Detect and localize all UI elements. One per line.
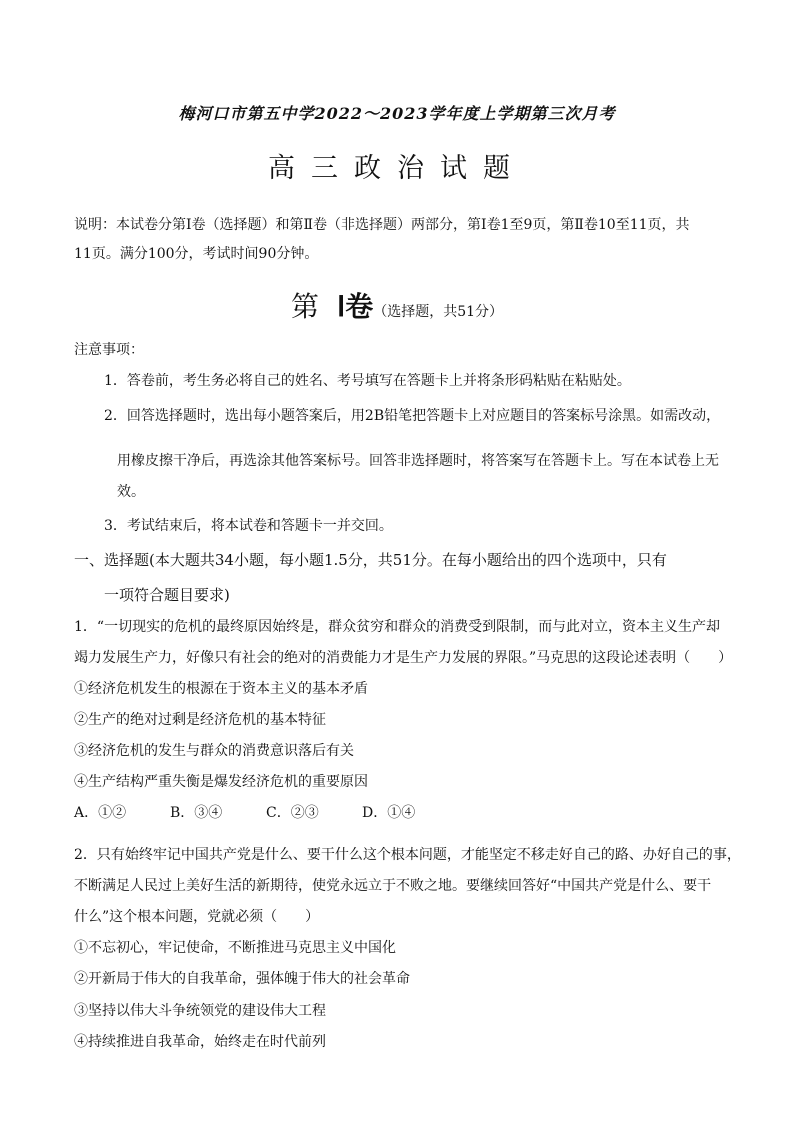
q2-statement-3: ③坚持以伟大斗争统领党的建设伟大工程 bbox=[74, 1003, 326, 1019]
q1-statement-4: ④生产结构严重失衡是爆发经济危机的重要原因 bbox=[74, 774, 368, 790]
q1-options bbox=[74, 803, 458, 823]
section-heading-line-1: 一、选择题(本大题共34小题，每小题1.5分，共51分。在每小题给出的四个选项中，只有 bbox=[74, 551, 667, 569]
q2-stem-line-3: 什么”这个根本问题，党就必须（ ） bbox=[74, 909, 320, 925]
q1-stem-line-2: 竭力发展生产力，好像只有社会的绝对的消费能力才是生产力发展的界限。”马克思的这段论述表明（ ） bbox=[74, 650, 733, 666]
q2-statement-2: ②开新局于伟大的自我革命，强体魄于伟大的社会革命 bbox=[74, 971, 410, 987]
section-heading-line-2: 一项符合题目要求) bbox=[104, 586, 230, 604]
q2-stem-line-2: 不断满足人民过上美好生活的新期待，使党永远立于不败之地。要继续回答好“中国共产党是什么、要干 bbox=[74, 878, 712, 894]
q1-statement-1: ①经济危机发生的根源在于资本主义的基本矛盾 bbox=[74, 681, 368, 697]
intro-line-1: 说明：本试卷分第Ⅰ卷（选择题）和第Ⅱ卷（非选择题）两部分，第Ⅰ卷1至9页，第Ⅱ卷10至11页，共 bbox=[74, 217, 690, 233]
note-item-1: 1．答卷前，考生务必将自己的姓名、考号填写在答题卡上并将条形码粘贴在粘贴处。 bbox=[104, 373, 631, 389]
q1-option-c[interactable]: C．②③ bbox=[266, 805, 319, 821]
volume-subtitle: （选择题，共51分） bbox=[373, 304, 504, 320]
q1-option-d[interactable]: D．①④ bbox=[362, 805, 416, 821]
q1-option-b[interactable]: B．③④ bbox=[170, 805, 223, 821]
q1-stem-line-1: 1．“一切现实的危机的最终原因始终是，群众贫穷和群众的消费受到限制，而与此对立，资本主义生产却 bbox=[74, 619, 721, 635]
volume-heading bbox=[0, 285, 794, 325]
q1-statement-3: ③经济危机的发生与群众的消费意识落后有关 bbox=[74, 743, 354, 759]
intro-line-2: 11页。满分100分，考试时间90分钟。 bbox=[74, 246, 319, 262]
q2-statement-1: ①不忘初心，牢记使命，不断推进马克思主义中国化 bbox=[74, 940, 396, 956]
volume-label: 第 bbox=[290, 290, 319, 323]
notes-heading: 注意事项： bbox=[74, 342, 144, 358]
note-item-2c: 效。 bbox=[117, 484, 145, 500]
q1-option-a[interactable]: A．①② bbox=[74, 805, 127, 821]
q2-statement-4: ④持续推进自我革命，始终走在时代前列 bbox=[74, 1034, 326, 1050]
q1-statement-2: ②生产的绝对过剩是经济危机的基本特征 bbox=[74, 712, 326, 728]
school-exam-heading: 梅河口市第五中学2022～2023学年度上学期第三次月考 bbox=[178, 104, 616, 123]
note-item-2a: 2．回答选择题时，选出每小题答案后，用2B铅笔把答题卡上对应题目的答案标号涂黑。如需改动， bbox=[104, 408, 721, 424]
q2-stem-line-1: 2．只有始终牢记中国共产党是什么、要干什么这个根本问题，才能坚定不移走好自己的路、办好自己的事， bbox=[74, 847, 741, 863]
volume-roman: Ⅰ卷 bbox=[336, 292, 374, 323]
note-item-2b: 用橡皮擦干净后，再选涂其他答案标号。回答非选择题时，将答案写在答题卡上。写在本试卷上无 bbox=[117, 453, 719, 469]
exam-title: 高三政治试题 bbox=[268, 153, 526, 184]
note-item-3: 3．考试结束后，将本试卷和答题卡一并交回。 bbox=[104, 518, 393, 534]
